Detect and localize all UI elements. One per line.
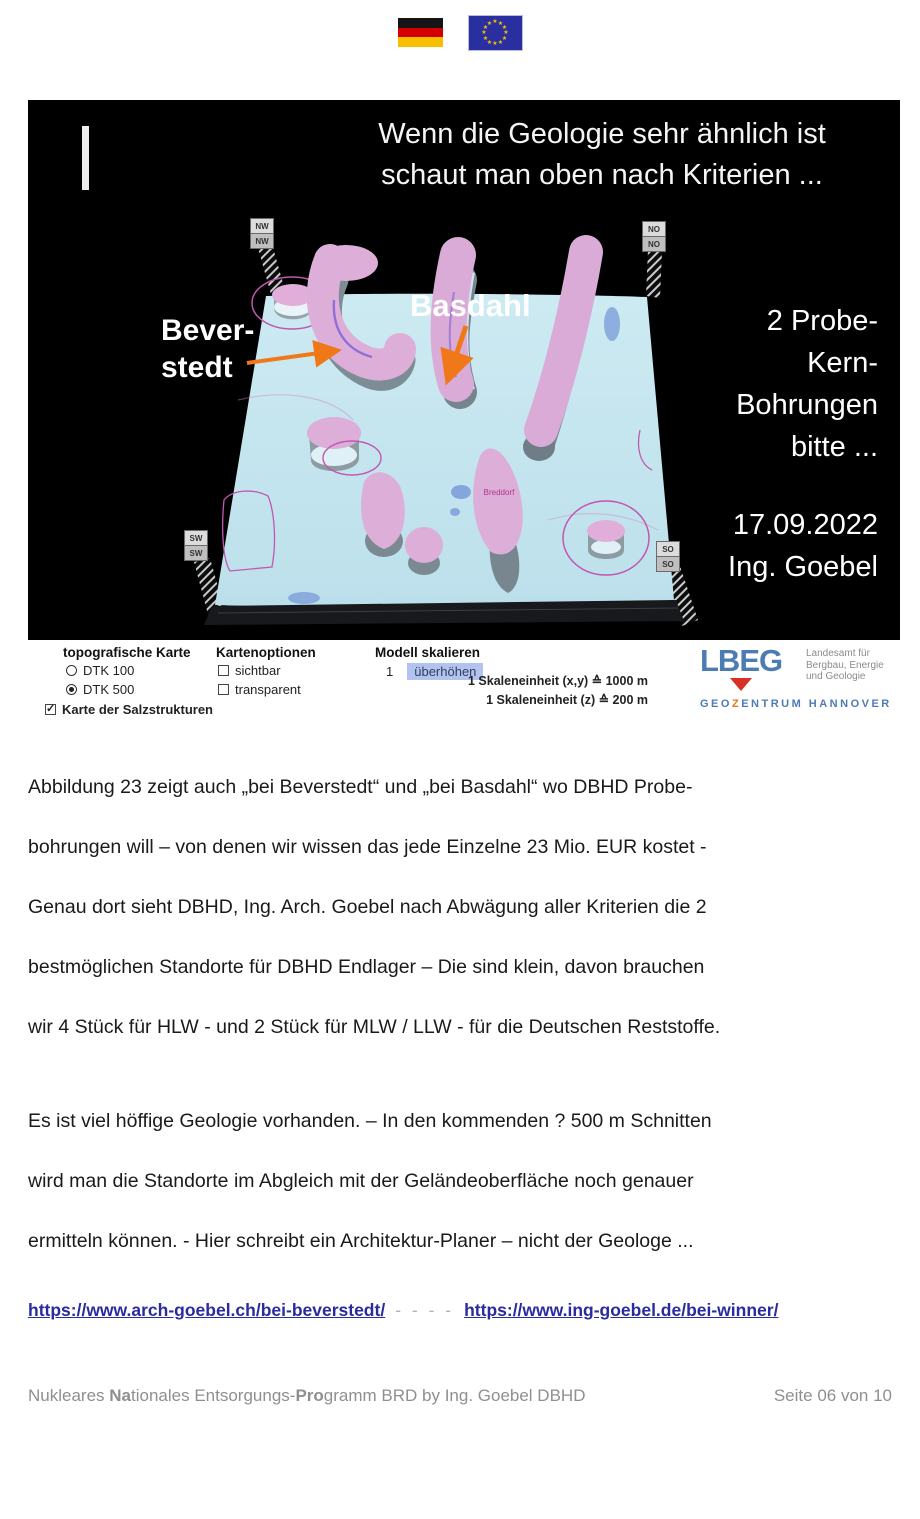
german-flag-icon bbox=[398, 18, 443, 47]
paragraph1-line: bohrungen will – von denen wir wissen das jede Einzelne 23 Mio. EUR kostet - bbox=[28, 835, 707, 858]
paragraph2-line: Es ist viel höffige Geologie vorhanden. – In den kommenden ? 500 m Schnitten bbox=[28, 1109, 712, 1132]
link-row bbox=[28, 1300, 892, 1321]
checkbox-sichtbar[interactable]: sichtbar bbox=[218, 663, 281, 678]
post-no bbox=[646, 250, 662, 298]
lbeg-org-name: Landesamt für Bergbau, Energie und Geologie bbox=[806, 648, 884, 682]
checkbox-checked-icon[interactable] bbox=[45, 704, 56, 715]
corner-marker-no: NO NO bbox=[642, 221, 666, 251]
radio-dtk500[interactable]: DTK 500 bbox=[66, 682, 134, 697]
panel-side-note: 2 Probe- Kern- Bohrungen bitte ... 17.09.2022 Ing. Goebel bbox=[728, 300, 878, 588]
body-text bbox=[28, 757, 892, 1271]
salt-dome-bottomright bbox=[587, 520, 625, 542]
lbeg-triangle-icon bbox=[730, 678, 752, 691]
radio-icon[interactable] bbox=[66, 665, 77, 676]
topo-heading: topografische Karte bbox=[63, 645, 191, 660]
page-number: Seite 06 von 10 bbox=[773, 1386, 892, 1405]
paragraph2-line: ermitteln können. - Hier schreibt ein Architektur-Planer – nicht der Geologe ... bbox=[28, 1229, 694, 1252]
kartenoptionen-heading: Kartenoptionen bbox=[216, 645, 316, 660]
checkbox-transparent[interactable]: transparent bbox=[218, 682, 301, 697]
map-label-breddorf: Breddorf bbox=[483, 488, 515, 497]
label-basdahl: Basdahl bbox=[410, 288, 531, 323]
link-separator: - - - - bbox=[395, 1300, 455, 1320]
paragraph1-line: Abbildung 23 zeigt auch „bei Beverstedt“ und „bei Basdahl“ wo DBHD Probe- bbox=[28, 775, 693, 798]
scale-legend: 1 Skaleneinheit (x,y) ≙ 1000 m 1 Skaleneinheit (z) ≙ 200 m bbox=[468, 674, 648, 707]
paragraph1-line: Genau dort sieht DBHD, Ing. Arch. Goebel nach Abwägung aller Kriterien die 2 bbox=[28, 895, 707, 918]
ueberhoehen-control[interactable]: überhöhen bbox=[407, 663, 483, 680]
label-beverstedt: Bever- stedt bbox=[161, 314, 255, 384]
footer-program-title: Nukleares Nationales Entsorgungs-Programm BRD by Ing. Goebel DBHD bbox=[28, 1386, 586, 1405]
panel-title: Wenn die Geologie sehr ähnlich ist schaut man oben nach Kriterien ... bbox=[378, 118, 826, 191]
paragraph2-line: wird man die Standorte im Abgleich mit der Geländeoberfläche noch genauer bbox=[28, 1169, 694, 1192]
paragraph1-line: bestmöglichen Standorte für DBHD Endlager – Die sind klein, davon brauchen bbox=[28, 955, 705, 978]
checkbox-icon[interactable] bbox=[218, 665, 229, 676]
cursor-bar bbox=[82, 126, 89, 190]
scale-value: 1 bbox=[386, 664, 394, 679]
geology-screenshot-panel bbox=[28, 100, 900, 643]
radio-selected-icon[interactable] bbox=[66, 684, 77, 695]
corner-marker-nw: NW NW bbox=[250, 218, 274, 248]
radio-dtk100[interactable]: DTK 100 bbox=[66, 663, 134, 678]
geozentrum-hannover: GEOZENTRUM HANNOVER bbox=[700, 698, 892, 710]
checkbox-icon[interactable] bbox=[218, 684, 229, 695]
eu-flag-icon: ★ ★ ★ ★ ★ ★ ★ ★ ★ ★ ★ ★ bbox=[468, 15, 523, 51]
modell-heading: Modell skalieren bbox=[375, 645, 481, 660]
link-beverstedt[interactable]: https://www.arch-goebel.ch/bei-beverstedt/ bbox=[28, 1300, 386, 1320]
panel-date: 17.09.2022 bbox=[732, 509, 878, 541]
corner-marker-so: SO SO bbox=[656, 541, 680, 571]
lbeg-wordmark: LBEG bbox=[700, 643, 783, 678]
paragraph1-line: wir 4 Stück für HLW - und 2 Stück für MLW / LLW - für die Deutschen Reststoffe. bbox=[28, 1015, 721, 1038]
map-controls-bar bbox=[28, 640, 900, 732]
corner-marker-sw: SW SW bbox=[184, 530, 208, 560]
page-footer bbox=[28, 1386, 892, 1406]
lbeg-logo bbox=[700, 643, 896, 710]
checkbox-salzstrukturen[interactable]: ✓ Karte der Salzstrukturen bbox=[45, 702, 213, 717]
link-winner[interactable]: https://www.ing-goebel.de/bei-winner/ bbox=[464, 1300, 779, 1320]
salt-dome-small bbox=[405, 527, 443, 563]
panel-author: Ing. Goebel bbox=[728, 551, 878, 583]
